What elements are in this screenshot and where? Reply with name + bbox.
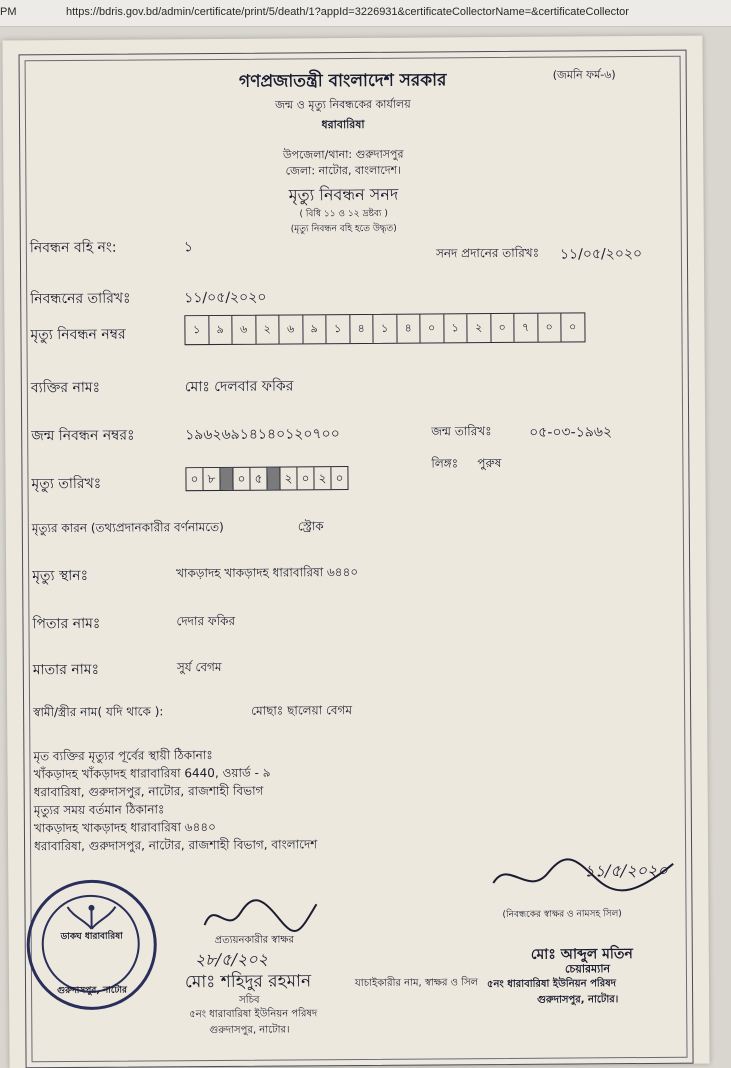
- date-digit: ০: [186, 468, 203, 490]
- digit-cell: ৭: [514, 314, 538, 342]
- issue-date-label: সনদ প্রদানের তারিখঃ: [435, 245, 540, 261]
- name-label: ব্যক্তির নামঃ: [30, 379, 101, 397]
- mother-label: মাতার নামঃ: [32, 661, 100, 679]
- book-no-label: নিবন্ধন বহি নং:: [29, 239, 117, 257]
- father-value: দেদার ফকির: [176, 613, 236, 629]
- certifier-caption: প্রত্যয়নকারীর স্বাক্ষর: [214, 934, 295, 946]
- certifier-signature-date: ২৮/৫/২০২: [194, 949, 269, 970]
- digit-cell: ৪: [397, 315, 421, 343]
- place-value: খাকড়াদহ খাকড়াদহ ধারাবারিষা ৬৪৪০: [176, 564, 359, 581]
- digit-cell: ৬: [279, 315, 303, 343]
- digit-cell: ৯: [303, 315, 327, 343]
- date-separator: [267, 468, 280, 490]
- secretary-union: ৫নং ধারাবারিষা ইউনিয়ন পরিষদ: [189, 1008, 318, 1021]
- digit-cell: ১: [326, 315, 350, 343]
- gender-label: লিঙ্গঃ: [431, 456, 459, 471]
- chairman-name: মোঃ আব্দুল মতিন: [530, 946, 633, 963]
- reg-date-value: ১১/০৫/২০২০: [184, 289, 267, 307]
- present-address-line2: ধরাবারিষা, গুরুদাসপুর, নাটোর, রাজশাহী বিভাগ, বাংলাদেশ: [33, 837, 318, 854]
- digit-cell: ৯: [209, 316, 233, 344]
- cause-label: মৃত্যুর কারন (তথ্যপ্রদানকারীর বর্ণনামতে): [31, 519, 224, 536]
- secretary-name: মোঃ শহিদুর রহমান: [184, 971, 312, 993]
- office-name: জন্ম ও মৃত্যু নিবন্ধকের কার্যালয়: [275, 97, 411, 112]
- secretary-title: সচিব: [239, 994, 260, 1006]
- present-address-line1: খাকড়াদহ খাকড়াদহ ধারাবারিষা ৬৪৪০: [33, 819, 216, 836]
- gender-value: পুরুষ: [477, 455, 502, 471]
- verifier-caption: যাচাইকারীর নাম, স্বাক্ষর ও সিল: [354, 977, 479, 990]
- death-date-label: মৃত্যু তারিখঃ: [31, 475, 102, 493]
- secretary-place: গুরুদাসপুর, নাটোর।: [209, 1024, 290, 1037]
- spouse-label: স্বামী/স্ত্রীর নাম( যদি থাকে ):: [33, 704, 164, 720]
- date-digit: ০: [233, 468, 250, 490]
- digit-cell: ২: [256, 316, 280, 344]
- browser-url-bar[interactable]: [0, 0, 731, 27]
- district-line: জেলা: নাটোর, বাংলাদেশ।: [285, 163, 402, 178]
- seal-ring-text: গুরুদাসপুর, নাটোর: [57, 985, 128, 997]
- birth-date-label: জন্ম তারিখঃ: [431, 424, 492, 439]
- mother-value: সুর্য বেগম: [176, 659, 222, 675]
- form-number: (জমনি ফর্ম-৬): [552, 68, 616, 82]
- union-name: ধরাবারিষা: [321, 117, 365, 132]
- union-seal: [26, 879, 157, 1010]
- digit-cell: ০: [491, 314, 515, 342]
- digit-cell: ০: [538, 314, 562, 342]
- digit-cell: ৬: [232, 316, 256, 344]
- permanent-address-line2: ধরাবারিষা, গুরুদাসপুর, নাটোর, রাজশাহী বিভাগ: [33, 783, 264, 800]
- death-reg-no-grid: [184, 312, 585, 345]
- birth-reg-no-value: ১৯৬২৬৯১৪১৪০১২০৭০০: [185, 426, 340, 444]
- rule-reference: ( বিধি ১১ ও ১২ দ্রষ্টব্য ): [299, 208, 388, 220]
- permanent-address-label: মৃত ব্যক্তির মৃত্যুর পূর্বের স্থায়ী ঠিকানাঃ: [33, 748, 213, 764]
- upazila-line: উপজেলা/থানা: গুরুদাসপুর: [282, 147, 404, 162]
- name-value: মোঃ দেলবার ফকির: [184, 378, 294, 396]
- digit-cell: ৪: [350, 315, 374, 343]
- father-label: পিতার নামঃ: [32, 615, 101, 633]
- place-label: মৃত্যু স্থানঃ: [32, 567, 89, 585]
- seal-text: ডাকঘ ধারাবারিষা: [60, 931, 123, 943]
- cause-value: স্ট্রোক: [297, 519, 324, 534]
- date-digit: ২: [280, 467, 297, 489]
- date-digit: ৫: [250, 468, 267, 490]
- date-digit: ৮: [203, 468, 220, 490]
- time-fragment: PM: [0, 6, 17, 18]
- digit-cell: ১: [444, 314, 468, 342]
- date-digit: ২: [314, 467, 331, 489]
- chairman-place: গুরুদাসপুর, নাটোর।: [537, 994, 619, 1006]
- death-certificate: [2, 36, 709, 1068]
- book-no-value: ১: [183, 239, 194, 256]
- date-digit: ০: [297, 467, 314, 489]
- permanent-address-line1: খাঁকড়াদহ খাঁকড়াদহ ধারাবারিষা 6440, ওয়ার্ড - ৯: [33, 765, 271, 782]
- birth-reg-no-label: জন্ম নিবন্ধন নম্বরঃ: [31, 427, 135, 445]
- certificate-title: মৃত্যু নিবন্ধন সনদ: [288, 184, 399, 205]
- reg-date-label: নিবন্ধনের তারিখঃ: [30, 290, 131, 308]
- chairman-union: ৫নং ধারাবারিষা ইউনিয়ন পরিষদ: [486, 978, 617, 991]
- death-date-grid: [185, 466, 348, 491]
- issue-date-value: ১১/০৫/২০২০: [559, 245, 643, 263]
- digit-cell: ২: [467, 314, 491, 342]
- chairman-title: চেয়ারম্যান: [564, 962, 611, 976]
- spouse-value: মোছাঃ ছালেয়া বেগম: [251, 703, 353, 718]
- government-title: গণপ্রজাতন্ত্রী বাংলাদেশ সরকার: [238, 70, 447, 92]
- present-address-label: মৃত্যুর সময় বর্তমান ঠিকানাঃ: [33, 802, 165, 818]
- digit-cell: ০: [569, 320, 577, 334]
- digit-cell: ০: [420, 314, 444, 342]
- date-digit: ০: [335, 471, 344, 486]
- digit-cell: ১: [185, 316, 209, 344]
- birth-date-value: ০৫-০৩-১৯৬২: [529, 424, 613, 441]
- digit-cell: ১: [373, 315, 397, 343]
- url-text[interactable]: https://bdris.gov.bd/admin/certificate/print/5/death/1?appId=3226931&certificateCollectorName=&certificateCollector: [66, 6, 629, 18]
- registrar-caption: (নিবন্ধকের স্বাক্ষর ও নামসহ সিল): [502, 909, 622, 920]
- death-reg-no-label: মৃত্যু নিবন্ধন নম্বর: [30, 326, 126, 344]
- extract-note: (মৃত্যু নিবন্ধন বহি হতে উদ্ধৃত): [290, 223, 397, 235]
- date-separator: [220, 468, 233, 490]
- emblem-icon: [63, 903, 119, 931]
- registrar-signature-date: ১১/৫/২০২০: [584, 860, 668, 881]
